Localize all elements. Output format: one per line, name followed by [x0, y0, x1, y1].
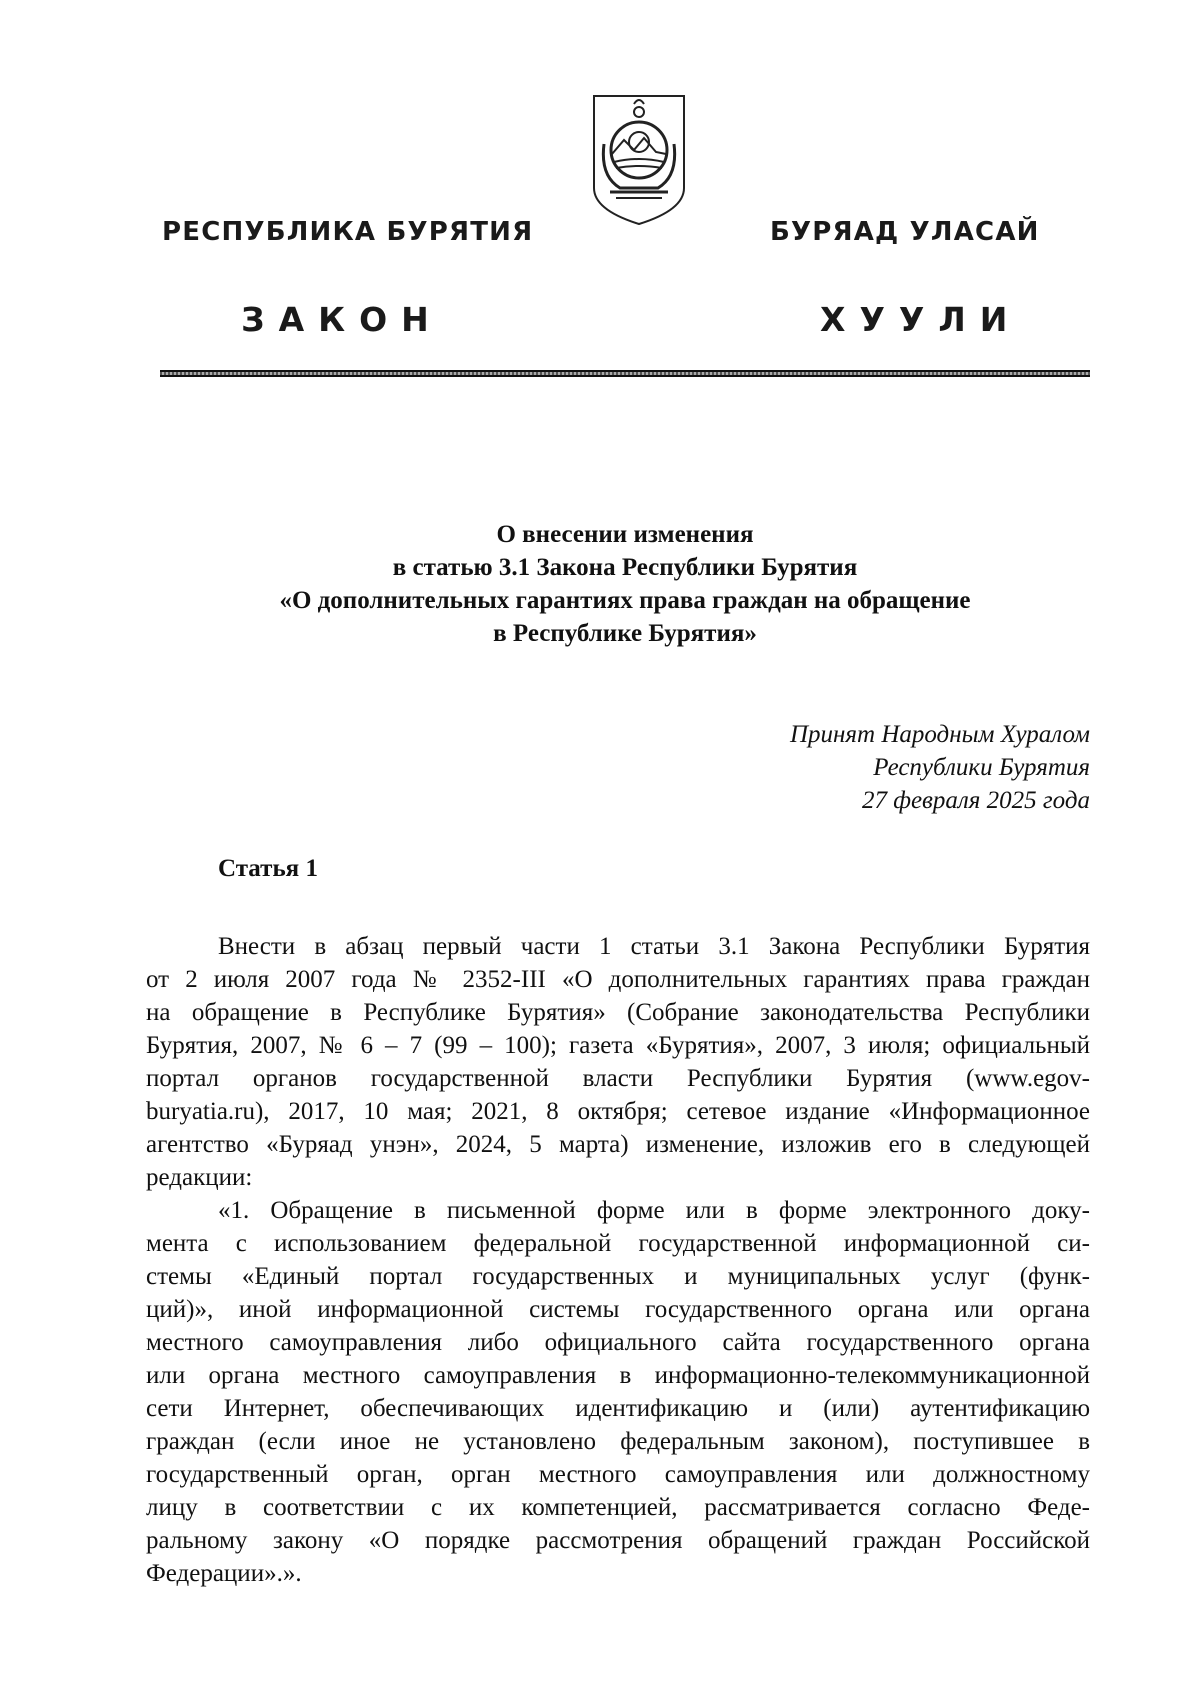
paragraph-line: ральному закону «О порядке рассмотрения обращений граждан Российской — [146, 1527, 1090, 1554]
paragraph-line: стемы «Единый портал государственных и муниципальных услуг (функ- — [146, 1263, 1090, 1290]
paragraph-line: «1. Обращение в письменной форме или в форме электронного доку- — [218, 1197, 1090, 1224]
paragraph-line: государственный орган, орган местного самоуправления или должностному — [146, 1461, 1090, 1488]
law-title-line: О внесении изменения — [496, 521, 754, 548]
adoption-note-line: Принят Народным Хуралом — [789, 721, 1090, 748]
law-title-line: в Республике Бурятия» — [493, 620, 757, 647]
law-label-russian: ЗАКОН — [241, 300, 443, 339]
paragraph-line: мента с использованием федеральной государственной информационной си- — [146, 1230, 1090, 1257]
paragraph-line: редакции: — [146, 1164, 253, 1191]
article-heading: Статья 1 — [218, 855, 318, 882]
adoption-note-line: Республики Бурятия — [873, 754, 1090, 781]
paragraph-line: или органа местного самоуправления в информационно-телекоммуникационной — [146, 1362, 1090, 1389]
paragraph-line: ций)», иной информационной системы государственного органа или органа — [146, 1296, 1090, 1323]
paragraph-line: лицу в соответствии с их компетенцией, рассматривается согласно Феде- — [146, 1494, 1090, 1521]
law-title — [160, 518, 1090, 650]
article-paragraph — [146, 930, 1090, 1194]
paragraph-line: от 2 июля 2007 года № 2352-III «О дополнительных гарантиях права граждан — [146, 966, 1090, 993]
header-divider — [160, 370, 1090, 377]
paragraph-line: портал органов государственной власти Республики Бурятия (www.egov- — [146, 1065, 1090, 1092]
law-title-line: в статью 3.1 Закона Республики Бурятия — [392, 554, 858, 581]
republic-name-russian: РЕСПУБЛИКА БУРЯТИЯ — [162, 217, 534, 247]
paragraph-line: сети Интернет, обеспечивающих идентификацию и (или) аутентификацию — [146, 1395, 1090, 1422]
law-title-line: «О дополнительных гарантиях права граждан на обращение — [279, 587, 971, 614]
law-label-buryat: ХУУЛИ — [820, 300, 1022, 339]
adoption-date: 27 февраля 2025 года — [861, 787, 1090, 814]
republic-name-buryat: БУРЯАД УЛАСАЙ — [770, 217, 1040, 247]
adoption-note — [600, 718, 1090, 817]
paragraph-line: на обращение в Республике Бурятия» (Собрание законодательства Республики — [146, 999, 1090, 1026]
paragraph-line: местного самоуправления либо официального сайта государственного органа — [146, 1329, 1090, 1356]
paragraph-line: граждан (если иное не установлено федеральным законом), поступившее в — [146, 1428, 1090, 1455]
paragraph-line: Внести в абзац первый части 1 статьи 3.1 Закона Республики Бурятия — [218, 933, 1090, 960]
article-quoted-paragraph — [146, 1194, 1090, 1590]
buryatia-coat-of-arms-icon — [590, 92, 688, 226]
paragraph-line: Федерации».». — [146, 1560, 302, 1587]
paragraph-line: агентство «Буряад унэн», 2024, 5 марта) изменение, изложив его в следующей — [146, 1131, 1090, 1158]
paragraph-line: buryatia.ru), 2017, 10 мая; 2021, 8 октября; сетевое издание «Информационное — [146, 1098, 1090, 1125]
paragraph-line: Бурятия, 2007, № 6 – 7 (99 – 100); газета «Бурятия», 2007, 3 июля; официальный — [146, 1032, 1090, 1059]
